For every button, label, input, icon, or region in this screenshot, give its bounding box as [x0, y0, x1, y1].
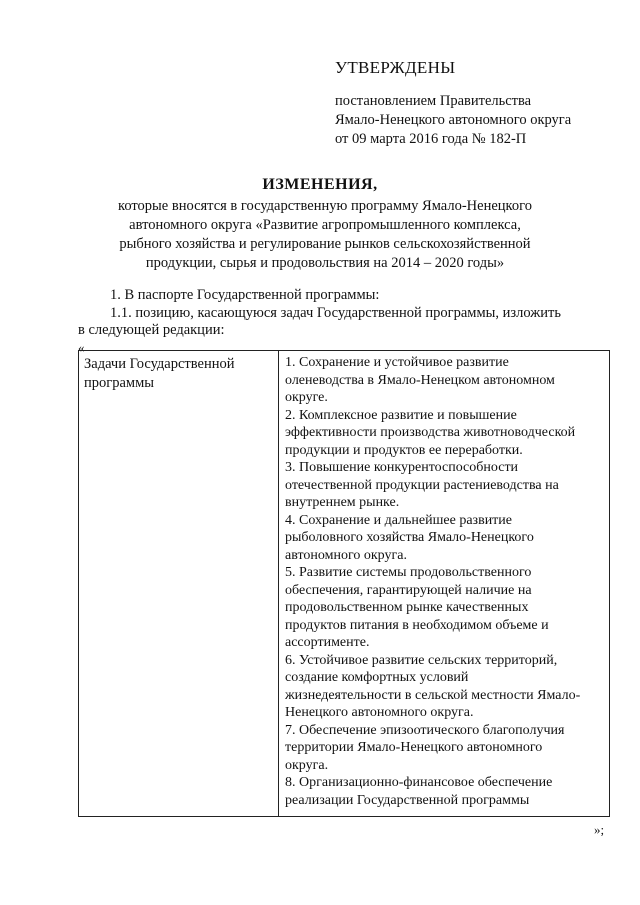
task-line: ассортименте. — [285, 635, 370, 650]
label-line: программы — [84, 375, 154, 391]
task-line: округе. — [285, 390, 328, 405]
task-item — [285, 652, 603, 722]
task-line: внутреннем рынке. — [285, 495, 400, 510]
approval-block — [335, 58, 625, 149]
task-line: 8. Организационно-финансовое обеспечение — [285, 775, 553, 790]
paragraph-1-1: 1.1. позицию, касающуюся задач Государственной программы, изложить — [110, 305, 561, 321]
task-item — [285, 564, 603, 652]
approval-line: постановлением Правительства — [335, 93, 532, 109]
task-item — [285, 459, 603, 512]
task-item — [285, 722, 603, 775]
task-item — [285, 407, 603, 460]
task-line: продуктов питания в необходимом объеме и — [285, 617, 549, 633]
approval-line: Ямало-Ненецкого автономного округа — [335, 112, 572, 128]
table-tasks-cell — [279, 351, 609, 816]
document-subtitle — [80, 197, 570, 273]
task-line: 7. Обеспечение эпизоотического благополучия — [285, 722, 565, 738]
label-line: Задачи Государственной — [84, 356, 235, 372]
task-line: округа. — [285, 757, 329, 773]
document-title: ИЗМЕНЕНИЯ, — [262, 176, 378, 193]
task-line: 2. Комплексное развитие и повышение — [285, 407, 517, 423]
task-line: 6. Устойчивое развитие сельских территорий, — [285, 652, 558, 668]
task-line: обеспечения, гарантирующей наличие на — [285, 582, 532, 598]
paragraph-1-1-continuation: в следующей редакции: — [78, 322, 225, 338]
subtitle-line: продукции, сырья и продовольствия на 2014 – 2020 годы» — [145, 255, 505, 271]
paragraph-1: 1. В паспорте Государственной программы: — [110, 287, 380, 303]
task-line: Ненецкого автономного округа. — [285, 705, 474, 720]
task-line: эффективности производства животноводческой — [285, 425, 576, 440]
task-line: оленеводства в Ямало-Ненецком автономном — [285, 372, 555, 388]
table-label-cell — [79, 351, 279, 816]
task-line: отечественной продукции растениеводства на — [285, 477, 559, 493]
task-line: создание комфортных условий — [285, 670, 469, 685]
tasks-table — [78, 350, 610, 817]
task-line: продовольственном рынке качественных — [285, 600, 529, 615]
opening-quote: « — [78, 340, 85, 355]
task-line: продукции и продуктов ее переработки. — [285, 442, 523, 458]
approval-line: от 09 марта 2016 года № 182-П — [335, 131, 527, 147]
task-item — [285, 512, 603, 565]
task-item — [285, 774, 603, 809]
subtitle-line: автономного округа «Развитие агропромышленного комплекса, — [129, 217, 521, 233]
task-line: реализации Государственной программы — [285, 792, 530, 808]
task-line: 1. Сохранение и устойчивое развитие — [285, 355, 509, 370]
closing-quote: »; — [594, 822, 605, 837]
task-line: 3. Повышение конкурентоспособности — [285, 460, 519, 475]
task-line: 5. Развитие системы продовольственного — [285, 565, 532, 580]
approval-heading: УТВЕРЖДЕНЫ — [335, 58, 456, 77]
task-line: 4. Сохранение и дальнейшее развитие — [285, 512, 513, 528]
task-line: автономного округа. — [285, 547, 407, 563]
task-line: рыболовного хозяйства Ямало-Ненецкого — [285, 530, 534, 545]
task-line: территории Ямало-Ненецкого автономного — [285, 740, 543, 755]
subtitle-line: которые вносятся в государственную программу Ямало-Ненецкого — [118, 198, 532, 214]
subtitle-line: рыбного хозяйства и регулирование рынков сельскохозяйственной — [119, 236, 531, 252]
task-item — [285, 354, 603, 407]
task-line: жизнедеятельности в сельской местности Ямало- — [285, 687, 581, 703]
